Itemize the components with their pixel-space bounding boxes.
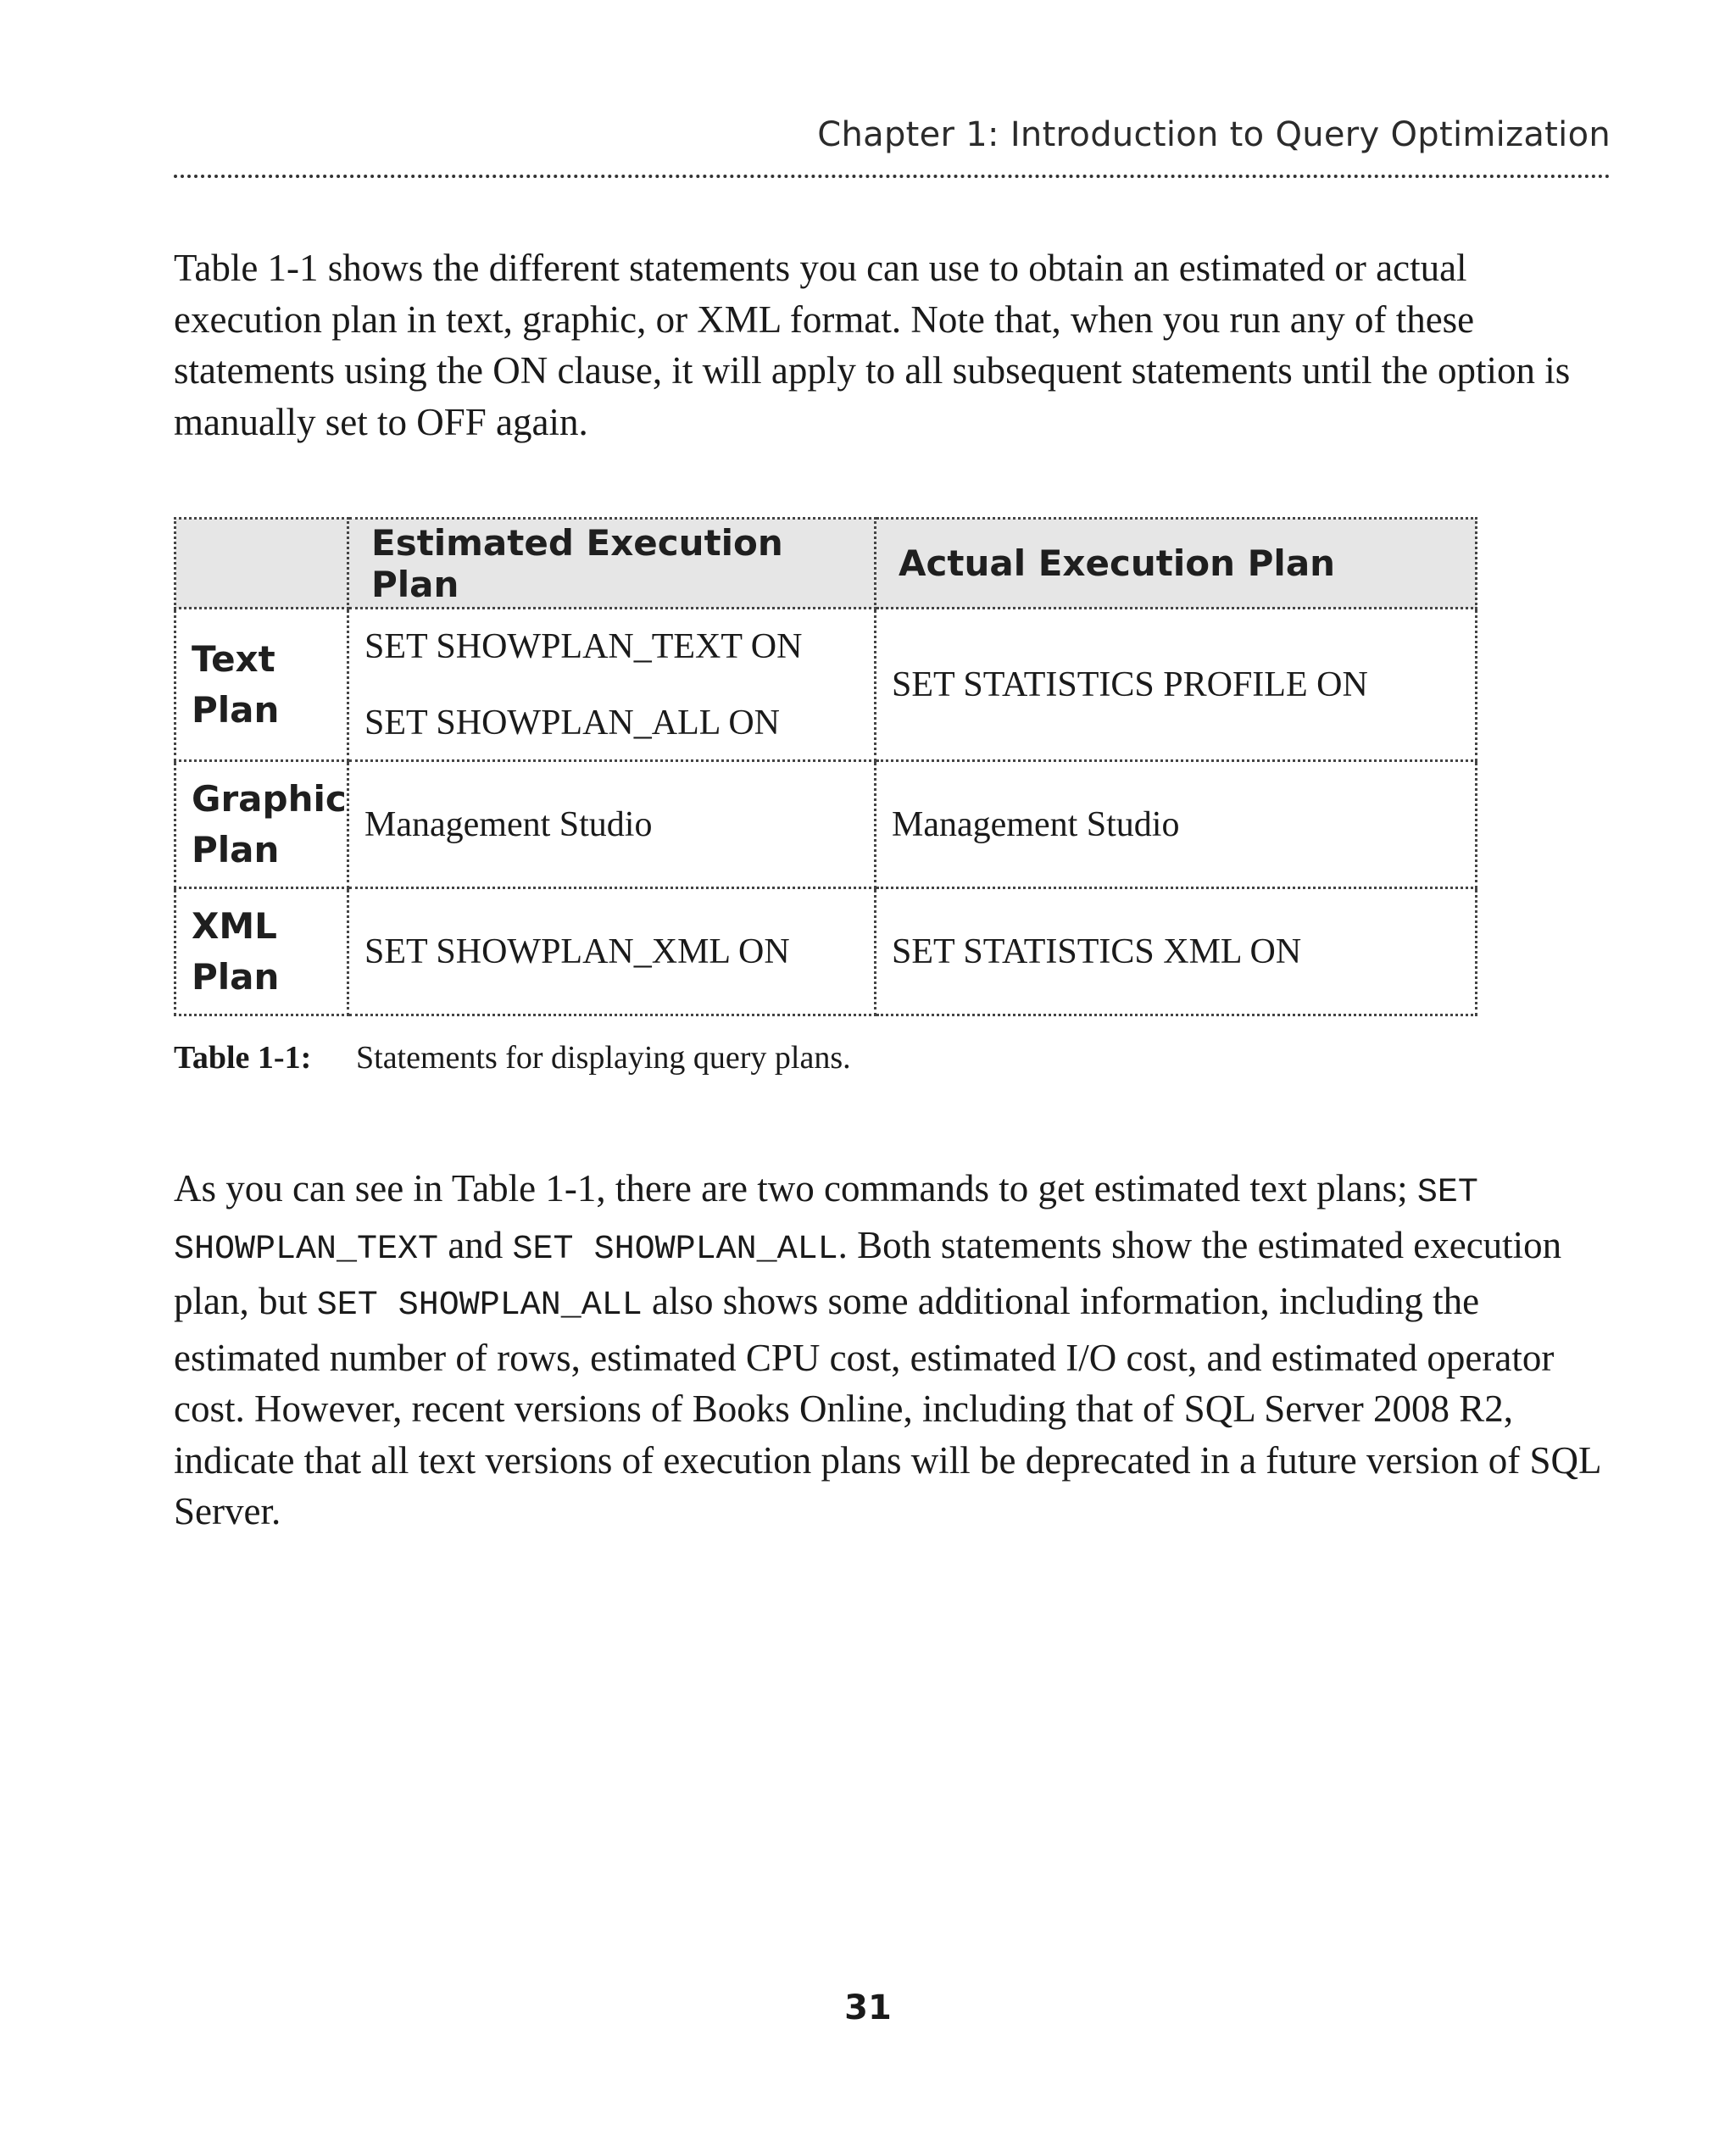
table-row-xml-plan: [175, 888, 1477, 1015]
column-header-estimated: Estimated Execution Plan: [348, 519, 876, 609]
cell-xml-plan-actual: SET STATISTICS XML ON: [876, 888, 1477, 1015]
row-label-line: Plan: [192, 955, 280, 998]
intro-paragraph: Table 1-1 shows the different statements you can use to obtain an estimated or actual execution plan in text, graphic, or XML format. Note that, when you run any of these statements using the ON clause, it will apply to all subsequent statements until the option is manually set to OFF again.: [174, 247, 1571, 443]
body-text-segment: . Both statements show the estimated execution plan, but: [174, 1223, 1562, 1322]
cell-text-plan-actual: SET STATISTICS PROFILE ON: [876, 609, 1477, 761]
row-label-line: Graphic: [192, 777, 347, 820]
inline-code-showplan-text: SET SHOWPLAN_TEXT: [174, 1174, 1478, 1269]
row-label-line: XML: [192, 904, 277, 947]
body-text-segment: and: [438, 1223, 513, 1266]
row-label-line: Plan: [192, 688, 280, 731]
row-label-line: Plan: [192, 828, 280, 870]
body-text-segment: As you can see in Table 1-1, there are two commands to get estimated text plans;: [174, 1167, 1417, 1210]
row-label-graphic-plan: [175, 761, 348, 888]
body-text-segment: also shows some additional information, including the estimated number of rows, estimated CPU cost, estimated I/O cost, and estimated operator cost. However, recent versions of Books Online, including that of SQL Server 2008 R2, indicate that all text versions of execution plans will be deprecated in a future version of SQL Server.: [174, 1280, 1600, 1532]
body-paragraph: [174, 1163, 1615, 1538]
cell-graphic-plan-actual: Management Studio: [876, 761, 1477, 888]
caption-text: Statements for displaying query plans.: [356, 1040, 851, 1076]
cell-text-plan-estimated: [348, 609, 876, 761]
statement-showplan-all: SET SHOWPLAN_ALL ON: [364, 703, 780, 742]
cell-graphic-plan-estimated: Management Studio: [348, 761, 876, 888]
caption-label: Table 1-1:: [174, 1040, 312, 1076]
row-label-xml-plan: [175, 888, 348, 1015]
inline-code-showplan-all: SET SHOWPLAN_ALL: [316, 1287, 643, 1325]
inline-code-showplan-all: SET SHOWPLAN_ALL: [512, 1230, 838, 1269]
table-header-row: [175, 519, 1477, 609]
query-plan-statements-table: [174, 517, 1477, 1016]
statement-showplan-text: SET SHOWPLAN_TEXT ON: [364, 626, 803, 666]
row-label-line: Text: [192, 637, 275, 680]
corner-header-cell: [175, 519, 348, 609]
table-row-text-plan: [175, 609, 1477, 761]
table-caption: [174, 1039, 851, 1076]
column-header-actual: Actual Execution Plan: [876, 519, 1477, 609]
running-header: Chapter 1: Introduction to Query Optimization: [817, 115, 1611, 154]
cell-xml-plan-estimated: SET SHOWPLAN_XML ON: [348, 888, 876, 1015]
table-row-graphic-plan: [175, 761, 1477, 888]
page-number: 31: [844, 1988, 892, 2027]
row-label-text-plan: [175, 609, 348, 761]
header-divider: [174, 175, 1611, 178]
